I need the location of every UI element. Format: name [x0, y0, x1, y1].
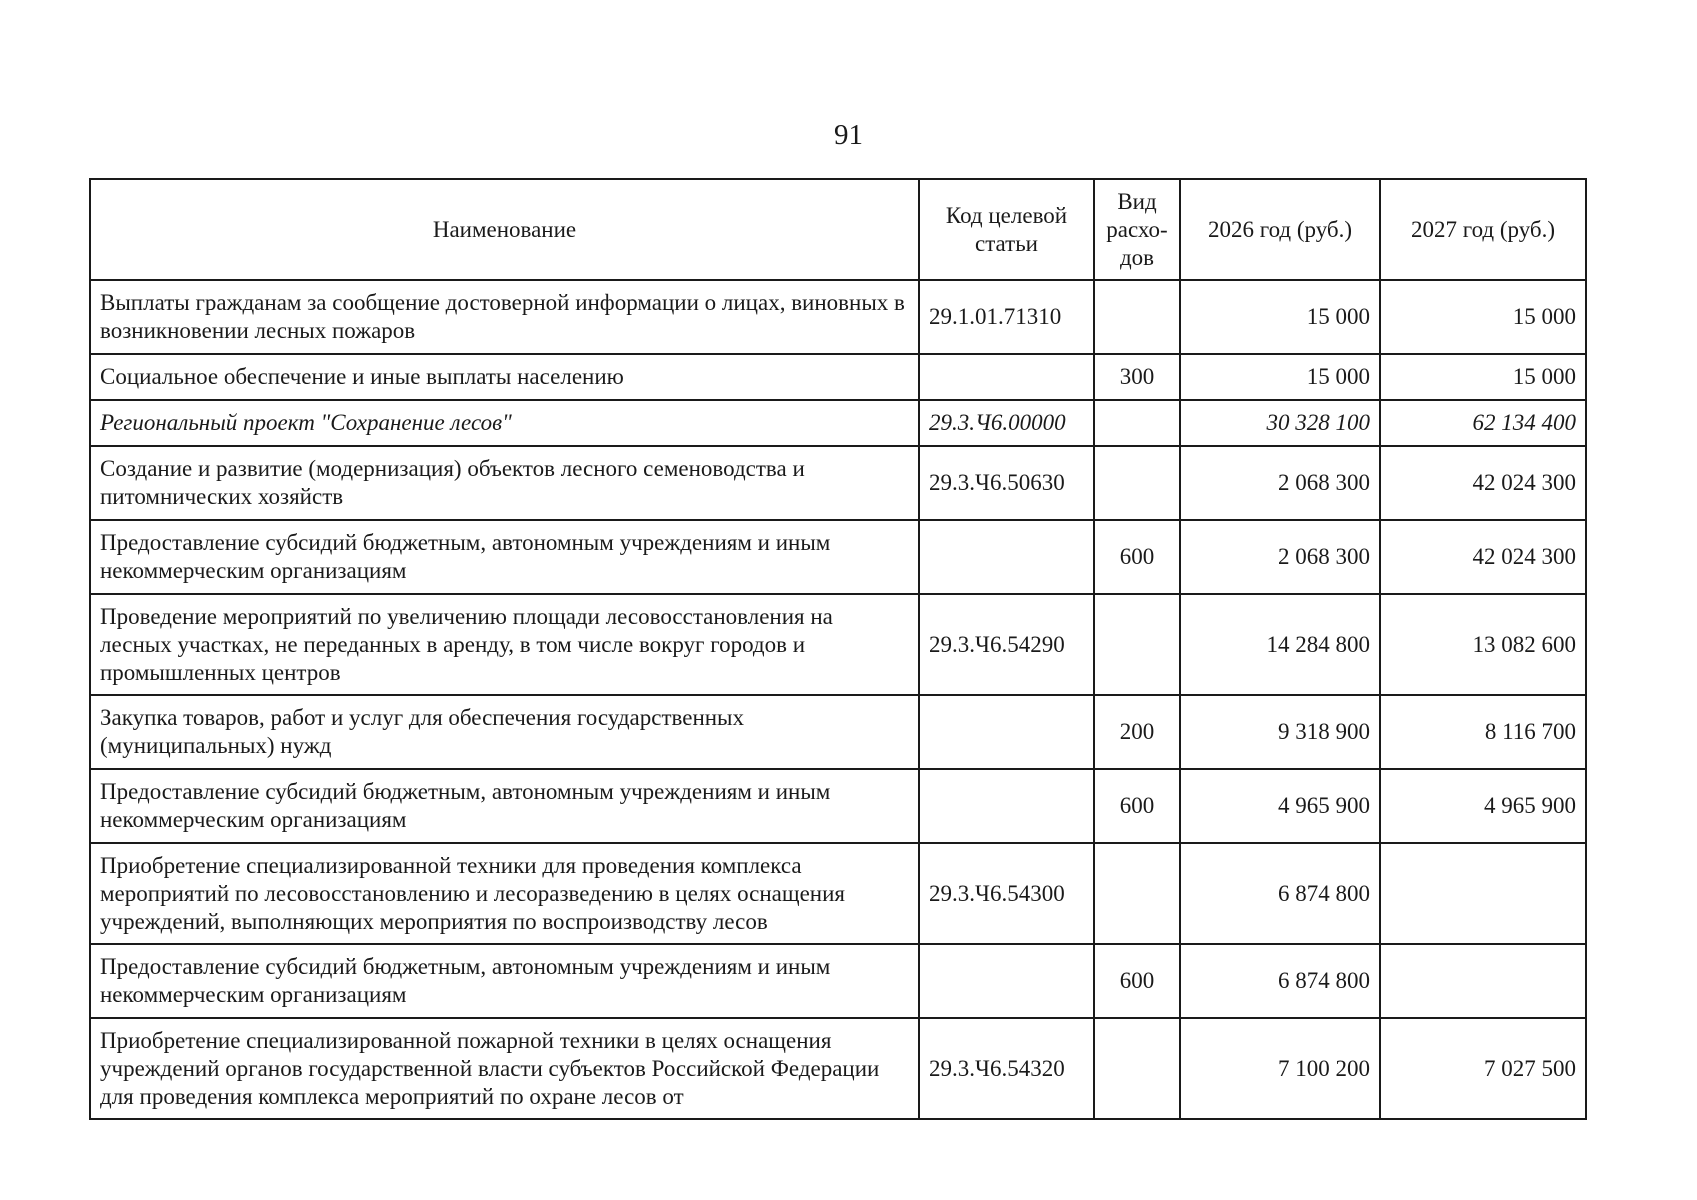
row-2026-cell: 30 328 100: [1180, 400, 1380, 446]
row-2027-cell: 13 082 600: [1380, 594, 1586, 695]
row-name-cell: Предоставление субсидий бюджетным, автономным учреждениям и иным некоммерческим организациям: [90, 944, 919, 1018]
table-row: [90, 769, 1586, 843]
row-code-cell: [919, 769, 1094, 843]
row-kind-cell: 600: [1094, 520, 1180, 594]
row-code-cell: 29.3.Ч6.50630: [919, 446, 1094, 520]
row-2026-cell: 14 284 800: [1180, 594, 1380, 695]
row-code-cell: [919, 944, 1094, 1018]
row-code-cell: 29.3.Ч6.00000: [919, 400, 1094, 446]
table-header-row: [90, 179, 1586, 280]
header-2027: 2027 год (руб.): [1380, 179, 1586, 280]
table-row: [90, 400, 1586, 446]
row-2027-cell: [1380, 843, 1586, 944]
row-name-cell: Проведение мероприятий по увеличению площади лесовосстановления на лесных участках, не переданных в аренду, в том числе вокруг городов и промышленных центров: [90, 594, 919, 695]
table-row: [90, 446, 1586, 520]
row-kind-cell: [1094, 280, 1180, 354]
row-code-cell: [919, 354, 1094, 400]
header-code: Код целевой статьи: [919, 179, 1094, 280]
table-row: [90, 520, 1586, 594]
table-row: [90, 843, 1586, 944]
row-code-cell: 29.3.Ч6.54300: [919, 843, 1094, 944]
row-code-cell: [919, 695, 1094, 769]
row-2027-cell: 42 024 300: [1380, 446, 1586, 520]
row-kind-cell: 300: [1094, 354, 1180, 400]
row-name-cell: Региональный проект "Сохранение лесов": [90, 400, 919, 446]
row-name-cell: Приобретение специализированной пожарной техники в целях оснащения учреждений органов государственной власти субъектов Российской Федерации для проведения комплекса мероприятий по охране лесов от: [90, 1018, 919, 1119]
table-row: [90, 695, 1586, 769]
row-2026-cell: 4 965 900: [1180, 769, 1380, 843]
table-row: [90, 594, 1586, 695]
row-2027-cell: 4 965 900: [1380, 769, 1586, 843]
row-kind-cell: [1094, 1018, 1180, 1119]
table-row: [90, 1018, 1586, 1119]
row-2027-cell: 62 134 400: [1380, 400, 1586, 446]
row-2026-cell: 15 000: [1180, 354, 1380, 400]
row-2026-cell: 7 100 200: [1180, 1018, 1380, 1119]
row-kind-cell: [1094, 843, 1180, 944]
row-name-cell: Создание и развитие (модернизация) объектов лесного семеноводства и питомнических хозяйств: [90, 446, 919, 520]
header-2026: 2026 год (руб.): [1180, 179, 1380, 280]
row-name-cell: Предоставление субсидий бюджетным, автономным учреждениям и иным некоммерческим организациям: [90, 769, 919, 843]
row-kind-cell: 600: [1094, 944, 1180, 1018]
row-2027-cell: 42 024 300: [1380, 520, 1586, 594]
row-kind-cell: [1094, 400, 1180, 446]
row-code-cell: 29.3.Ч6.54320: [919, 1018, 1094, 1119]
row-kind-cell: 200: [1094, 695, 1180, 769]
row-2027-cell: 15 000: [1380, 280, 1586, 354]
row-2027-cell: [1380, 944, 1586, 1018]
table-body: [90, 280, 1586, 1119]
row-2026-cell: 15 000: [1180, 280, 1380, 354]
header-name: Наименование: [90, 179, 919, 280]
row-2026-cell: 6 874 800: [1180, 843, 1380, 944]
header-kind: Вид расхо-дов: [1094, 179, 1180, 280]
row-code-cell: [919, 520, 1094, 594]
row-2027-cell: 15 000: [1380, 354, 1586, 400]
row-name-cell: Закупка товаров, работ и услуг для обеспечения государственных (муниципальных) нужд: [90, 695, 919, 769]
table-row: [90, 944, 1586, 1018]
row-2026-cell: 6 874 800: [1180, 944, 1380, 1018]
row-kind-cell: [1094, 594, 1180, 695]
row-2026-cell: 9 318 900: [1180, 695, 1380, 769]
table-row: [90, 354, 1586, 400]
row-code-cell: 29.1.01.71310: [919, 280, 1094, 354]
row-2026-cell: 2 068 300: [1180, 446, 1380, 520]
row-2026-cell: 2 068 300: [1180, 520, 1380, 594]
row-name-cell: Предоставление субсидий бюджетным, автономным учреждениям и иным некоммерческим организациям: [90, 520, 919, 594]
row-name-cell: Социальное обеспечение и иные выплаты населению: [90, 354, 919, 400]
budget-table: [89, 178, 1587, 1120]
page-number: 91: [834, 119, 863, 151]
row-kind-cell: 600: [1094, 769, 1180, 843]
row-name-cell: Выплаты гражданам за сообщение достоверной информации о лицах, виновных в возникновении лесных пожаров: [90, 280, 919, 354]
row-kind-cell: [1094, 446, 1180, 520]
row-code-cell: 29.3.Ч6.54290: [919, 594, 1094, 695]
row-name-cell: Приобретение специализированной техники для проведения комплекса мероприятий по лесовосстановлению и лесоразведению в целях оснащения учреждений, выполняющих мероприятия по воспроизводству лесов: [90, 843, 919, 944]
row-2027-cell: 7 027 500: [1380, 1018, 1586, 1119]
table-row: [90, 280, 1586, 354]
row-2027-cell: 8 116 700: [1380, 695, 1586, 769]
